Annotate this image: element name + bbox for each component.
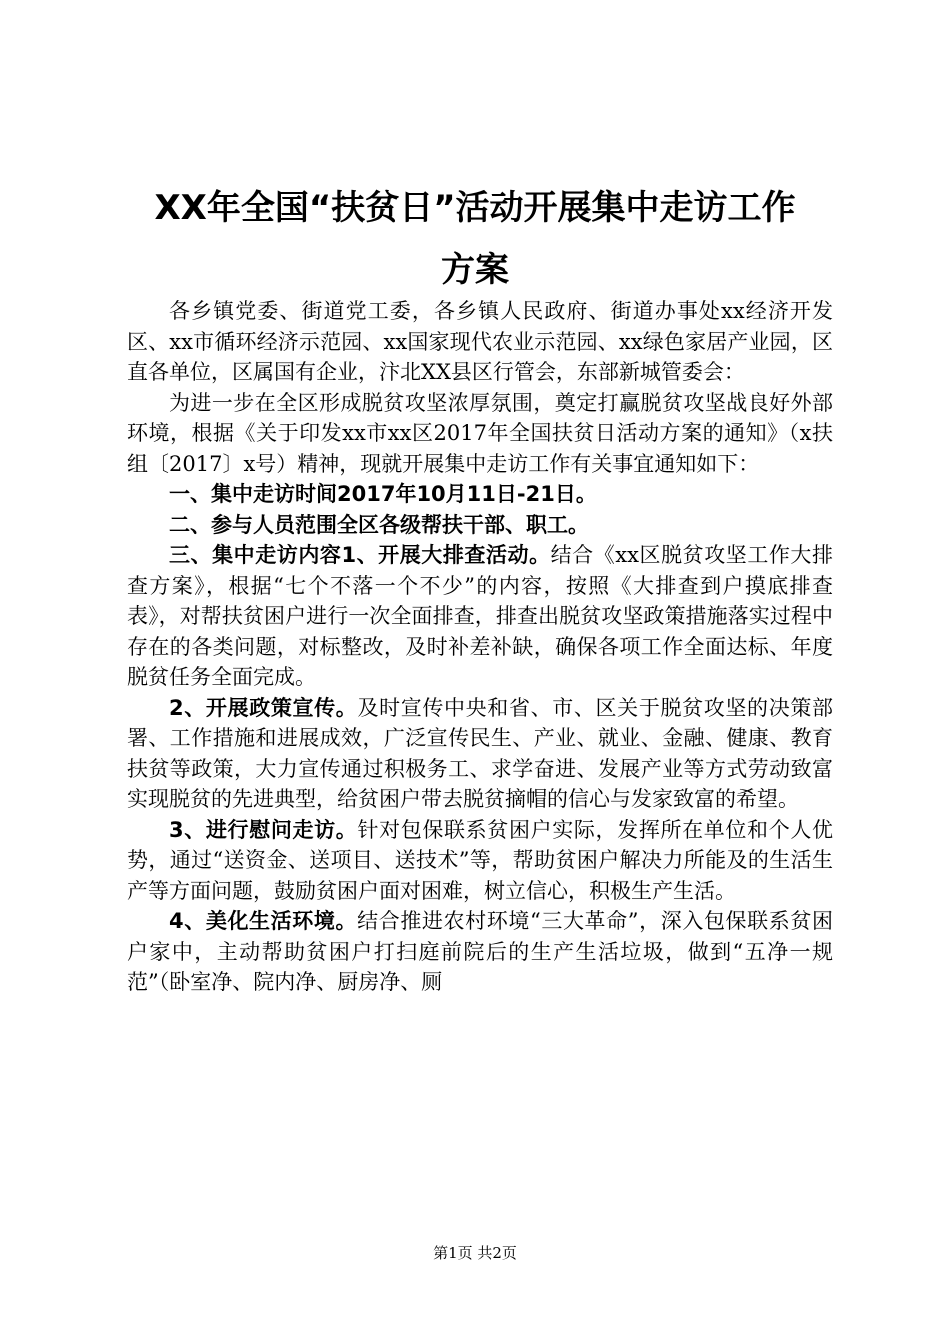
paragraph-text: 各乡镇党委、街道党工委，各乡镇人民政府、街道办事处xx经济开发区、xx市循环经济示范园、xx国家现代农业示范园、xx绿色家居产业园，区直各单位，区属国有企业，汴北XX县区行管会，东部新城管委会： (127, 299, 833, 384)
section-heading: 3、进行慰问走访。 (169, 817, 358, 842)
section-heading: 4、美化生活环境。 (169, 909, 358, 933)
section-heading-scope (127, 510, 833, 541)
paragraph-item-2 (127, 693, 833, 815)
document-title-line-2: 方案 (441, 250, 509, 290)
paragraph-text: 结合《xx区脱贫攻坚工作大排查方案》，根据“七个不落一个不少”的内容，按照《大排查到户摸底排查表》，对帮扶贫困户进行一次全面排查，排查出脱贫攻坚政策措施落实过程中存在的各类问题，对标整改，及时补差补缺，确保各项工作全面达标、年度脱贫任务全面完成。 (127, 543, 833, 689)
section-heading: 一、集中走访时间2017年10月11日-21日。 (169, 482, 597, 506)
paragraph-intro (127, 388, 833, 480)
section-heading: 2、开展政策宣传。 (169, 695, 358, 720)
paragraph-item-1 (127, 540, 833, 693)
paragraph-item-4 (127, 906, 833, 998)
paragraph-text: 结合推进农村环境“三大革命”，深入包保联系贫困户家中，主动帮助贫困户打扫庭前院后的生产生活垃圾，做到“五净一规范”（卧室净、院内净、厨房净、厕 (127, 909, 833, 994)
paragraph-item-3 (127, 815, 833, 907)
paragraph-text: 针对包保联系贫困户实际，发挥所在单位和个人优势，通过“送资金、送项目、送技术”等，帮助贫困户解决力所能及的生活生产等方面问题，鼓励贫困户面对困难，树立信心，积极生产生活。 (127, 817, 833, 903)
section-heading: 三、集中走访内容1、开展大排查活动。 (169, 543, 551, 567)
page-number-footer: 第1页 共2页 (433, 1244, 517, 1262)
section-heading-time (127, 479, 833, 510)
paragraph-text: 为进一步在全区形成脱贫攻坚浓厚氛围，奠定打赢脱贫攻坚战良好外部环境，根据《关于印发xx市xx区2017年全国扶贫日活动方案的通知》（x扶组〔2017〕x号）精神，现就开展集中走访工作有关事宜通知如下： (127, 390, 833, 476)
section-heading: 二、参与人员范围全区各级帮扶干部、职工。 (169, 512, 589, 537)
paragraph-addressees (127, 296, 833, 388)
document-title-line-1: XX年全国“扶贫日”活动开展集中走访工作 (154, 188, 796, 228)
paragraph-text: 及时宣传中央和省、市、区关于脱贫攻坚的决策部署、工作措施和进展成效，广泛宣传民生、产业、就业、金融、健康、教育扶贫等政策，大力宣传通过积极务工、求学奋进、发展产业等方式劳动致富实现脱贫的先进典型，给贫困户带去脱贫摘帽的信心与发家致富的希望。 (127, 695, 833, 811)
document-body (127, 296, 833, 998)
